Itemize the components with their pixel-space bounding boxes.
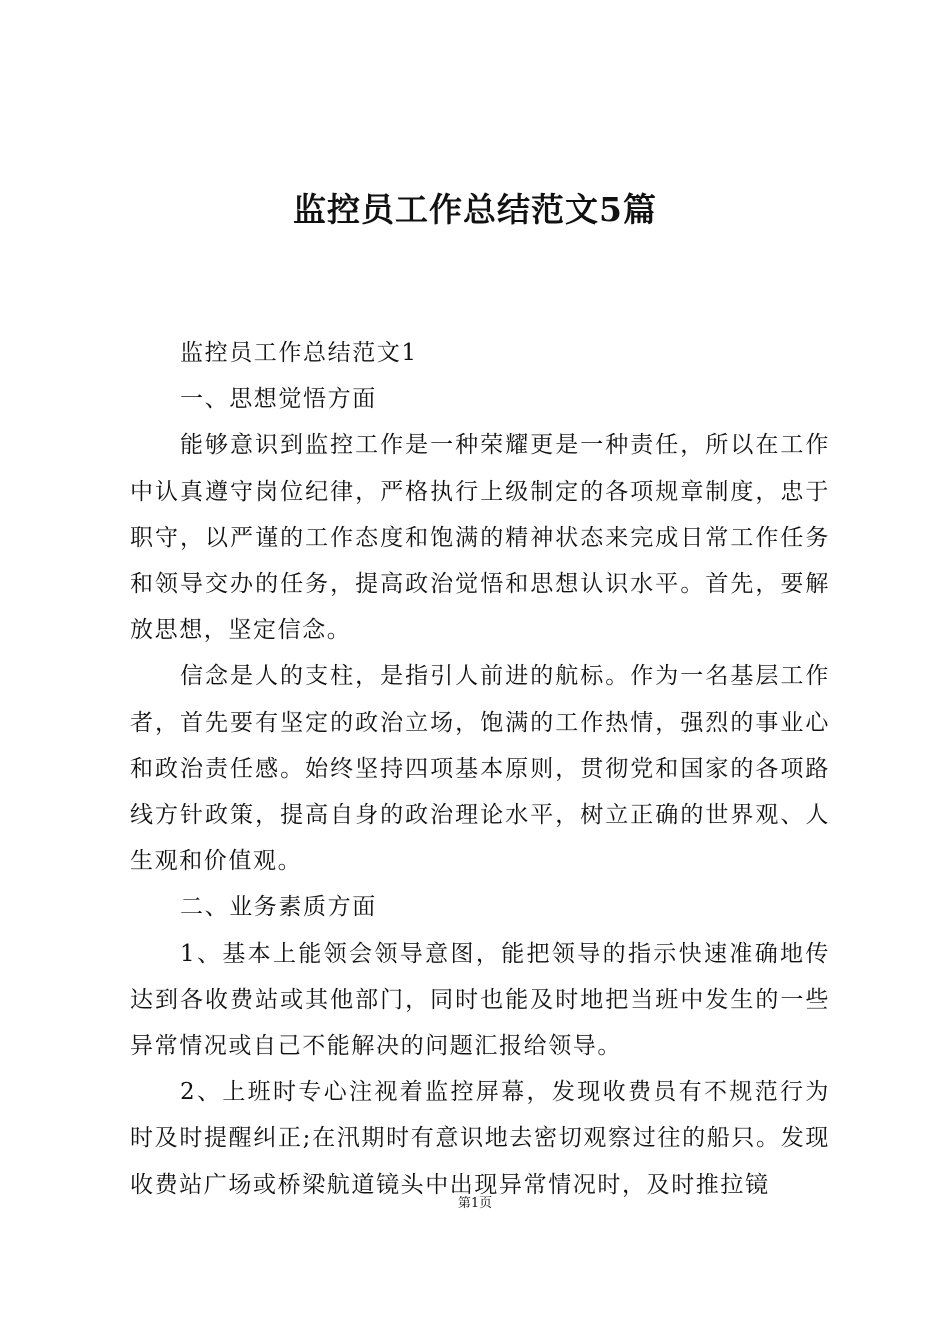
document-body (130, 330, 830, 1208)
paragraph: 能够意识到监控工作是一种荣耀更是一种责任，所以在工作中认真遵守岗位纪律，严格执行上级制定的各项规章制度，忠于职守，以严谨的工作态度和饱满的精神状态来完成日常工作任务和领导交办的任务，提高政治觉悟和思想认识水平。首先，要解放思想，坚定信念。 (130, 432, 830, 644)
paragraph: 信念是人的支柱，是指引人前进的航标。作为一名基层工作者，首先要有坚定的政治立场，饱满的工作热情，强烈的事业心和政治责任感。始终坚持四项基本原则，贯彻党和国家的各项路线方针政策，提高自身的政治理论水平，树立正确的世界观、人生观和价值观。 (130, 663, 830, 875)
subsection-heading-business: 二、业务素质方面 (180, 894, 377, 921)
paragraph: 2、上班时专心注视着监控屏幕，发现收费员有不规范行为时及时提醒纠正;在汛期时有意识地去密切观察过往的船只。发现收费站广场或桥梁航道镜头中出现异常情况时，及时推拉镜 (130, 1079, 830, 1198)
section-heading-1: 监控员工作总结范文1 (180, 340, 418, 366)
document-title: 监控员工作总结范文5篇 (293, 190, 657, 229)
subsection-heading-ideology: 一、思想觉悟方面 (180, 386, 377, 413)
paragraph: 1、基本上能领会领导意图，能把领导的指示快速准确地传达到各收费站或其他部门，同时也能及时地把当班中发生的一些异常情况或自己不能解决的问题汇报给领导。 (130, 940, 830, 1060)
page-number: 第1页 (457, 1196, 493, 1211)
